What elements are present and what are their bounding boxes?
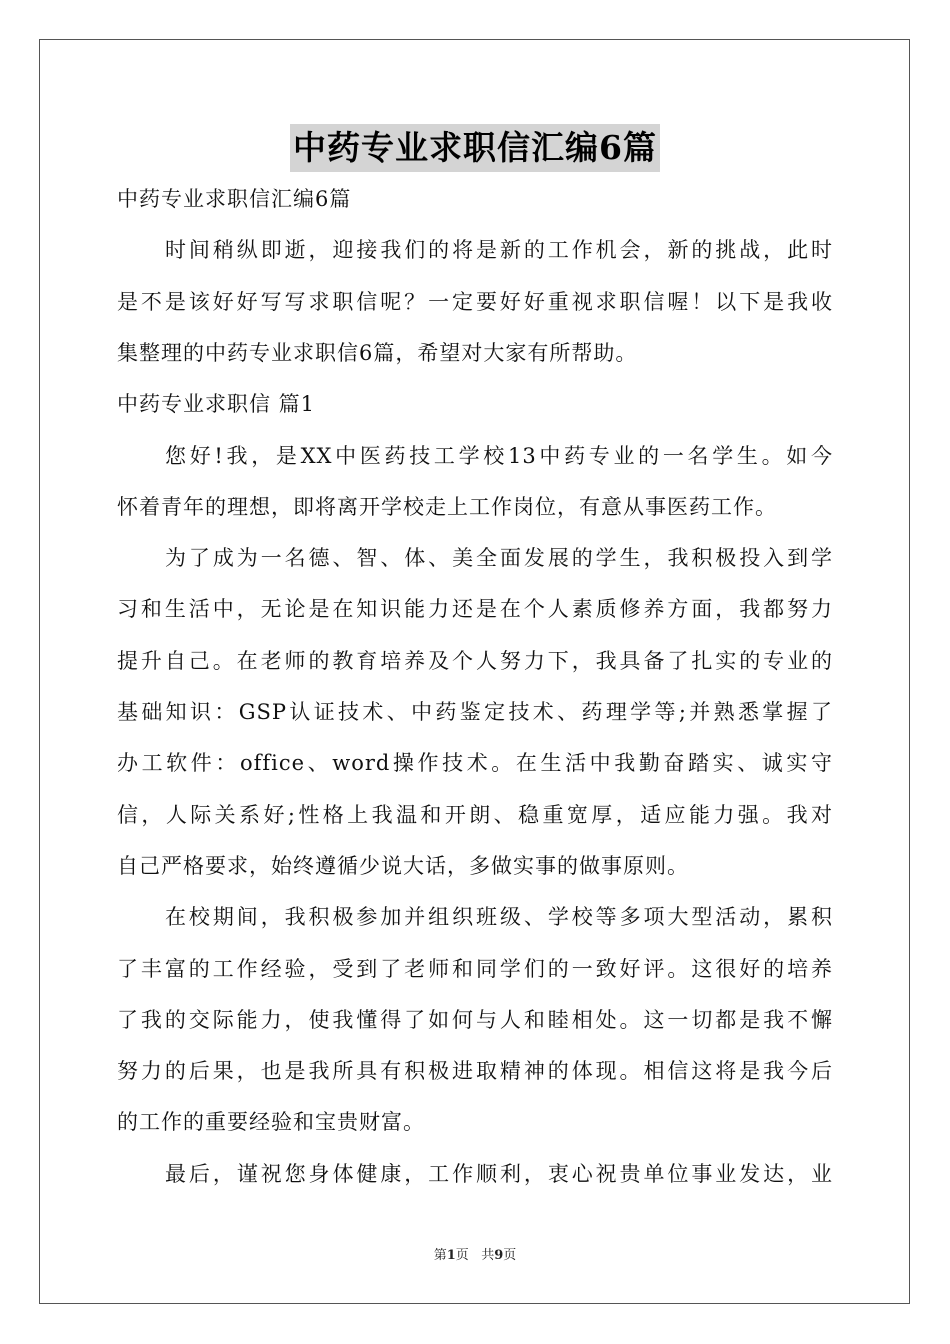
text-line: 在校期间，我积极参加并组织班级、学校等多项大型活动，累积 [165,905,833,929]
text-line: 时间稍纵即逝，迎接我们的将是新的工作机会，新的挑战，此时 [165,238,833,262]
text-line: 怀着青年的理想，即将离开学校走上工作岗位，有意从事医药工作。 [117,495,777,519]
total-pages: 9 [494,1248,504,1263]
text-line: 自己严格要求，始终遵循少说大话，多做实事的做事原则。 [117,854,689,878]
page-suffix: 页 [455,1248,469,1263]
page-footer [0,1246,950,1266]
text-line: 努力的后果，也是我所具有积极进取精神的体现。相信这将是我今后 [117,1059,833,1083]
text-line: 您好!我，是XX中医药技工学校13中药专业的一名学生。如今 [165,444,833,468]
total-suffix: 页 [503,1248,517,1263]
text-line: 的工作的重要经验和宝贵财富。 [117,1110,425,1134]
text-line: 信，人际关系好;性格上我温和开朗、稳重宽厚，适应能力强。我对 [117,803,833,827]
text-line: 最后，谨祝您身体健康，工作顺利，衷心祝贵单位事业发达，业 [165,1162,833,1186]
text-line: 中药专业求职信 篇1 [117,392,316,416]
document-title: 中药专业求职信汇编6篇 [290,124,660,172]
page-number: 1 [446,1248,456,1263]
text-line: 了我的交际能力，使我懂得了如何与人和睦相处。这一切都是我不懈 [117,1008,833,1032]
text-line: 提升自己。在老师的教育培养及个人努力下，我具备了扎实的专业的 [117,649,833,673]
text-line: 了丰富的工作经验，受到了老师和同学们的一致好评。这很好的培养 [117,957,833,981]
text-line: 是不是该好好写写求职信呢？一定要好好重视求职信喔！以下是我收 [117,290,833,314]
page-prefix: 第 [433,1248,447,1263]
text-line: 中药专业求职信汇编6篇 [117,187,352,211]
text-line: 为了成为一名德、智、体、美全面发展的学生，我积极投入到学 [165,546,833,570]
text-line: 集整理的中药专业求职信6篇，希望对大家有所帮助。 [117,341,638,365]
title-container [0,124,950,172]
text-line: 基础知识：GSP认证技术、中药鉴定技术、药理学等;并熟悉掌握了 [117,700,833,724]
text-line: 办工软件：office、word操作技术。在生活中我勤奋踏实、诚实守 [117,751,833,775]
text-line: 习和生活中，无论是在知识能力还是在个人素质修养方面，我都努力 [117,597,833,621]
total-prefix: 共 [481,1248,495,1263]
